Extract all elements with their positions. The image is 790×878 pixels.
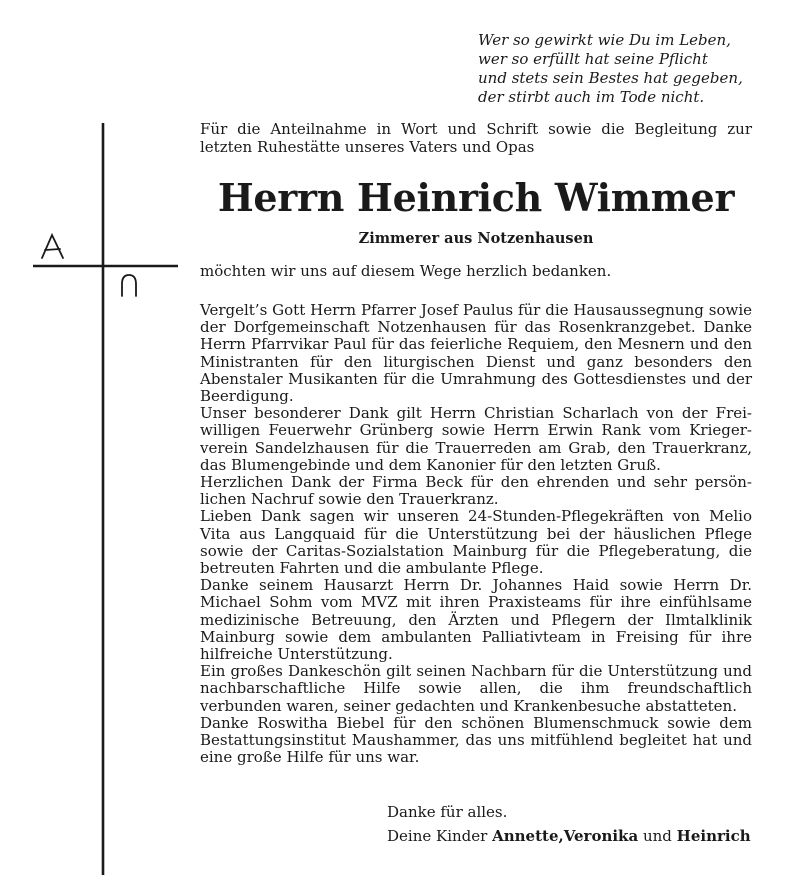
poem-line: der stirbt auch im Tode nicht.: [478, 88, 705, 106]
child-name: Veronika: [563, 827, 639, 845]
child-name: Heinrich: [676, 827, 751, 845]
alpha-glyph: [42, 235, 63, 258]
signature-prefix: Deine Kinder: [387, 827, 488, 845]
memorial-poem: [478, 31, 778, 107]
acknowledgement-paragraph: Lieben Dank sagen wir unseren 24-Stunden-Pflegekräften von Melio Vita aus Langquaid für die Unterstützung bei der häuslichen Pflege sowie der Caritas-Sozialstation Mainburg für die Pflegeberatung, die betreuten Fahrten und die ambulante Pflege.: [200, 507, 752, 578]
closing-line: Danke für alles.: [387, 803, 508, 821]
acknowledgement-paragraph: Vergelt’s Gott Herrn Pfarrer Josef Paulus für die Hausaussegnung sowie der Dorfgemeinschaft Notzenhausen für das Rosenkranzgebet. Danke Herrn Pfarrvikar Paul für das feierliche Requiem, den Mesnern und den Ministranten für den liturgischen Dienst und ganz besonders den Abenstaler Musikanten für die Umrahmung des Gottesdienstes und der Beerdigung.: [200, 301, 752, 406]
child-name: Annette,: [492, 827, 564, 845]
cross-symbol: [28, 118, 183, 878]
thanks-line: möchten wir uns auf diesem Wege herzlich bedanken.: [200, 262, 612, 280]
intro-text: Für die Anteilnahme in Wort und Schrift sowie die Begleitung zur letzten Ruhestätte unseres Vaters und Opas: [200, 120, 752, 156]
acknowledgement-paragraph: Danke seinem Hausarzt Herrn Dr. Johannes Haid sowie Herrn Dr. Michael Sohm vom MVZ mit ihren Praxisteams für ihre einfühlsame medizinische Betreuung, den Ärzten und Pflegern der Ilmtalklinik Mainburg sowie dem ambulanten Palliativteam in Freising für ihre hilfreiche Unterstützung.: [200, 576, 752, 664]
poem-line: wer so erfüllt hat seine Pflicht: [478, 50, 708, 68]
deceased-subtitle: Zimmerer aus Notzenhausen: [358, 230, 594, 247]
poem-line: Wer so gewirkt wie Du im Leben,: [478, 31, 731, 49]
acknowledgement-paragraph: Herzlichen Dank der Firma Beck für den ehrenden und sehr persönlichen Nachruf sowie den Trauerkranz.: [200, 473, 752, 509]
acknowledgements: [200, 302, 752, 766]
poem-line: und stets sein Bestes hat gegeben,: [478, 69, 743, 87]
acknowledgement-paragraph: Danke Roswitha Biebel für den schönen Blumenschmuck sowie dem Bestattungsinstitut Maushammer, das uns mitfühlend begleitet hat und eine große Hilfe für uns war.: [200, 713, 752, 767]
signature-conjunction: und: [642, 827, 672, 845]
signature-line: [387, 824, 757, 848]
acknowledgement-paragraph: Unser besonderer Dank gilt Herrn Christian Scharlach von der Freiwilligen Feuerwehr Grünberg sowie Herrn Erwin Rank vom Kriegerverein Sandelzhausen für die Trauerreden am Grab, den Trauerkranz, das Blumengebinde und dem Kanonier für den letzten Gruß.: [200, 404, 752, 474]
deceased-name: Herrn Heinrich Wimmer: [217, 175, 735, 220]
omega-glyph: [122, 275, 136, 296]
acknowledgement-paragraph: Ein großes Dankeschön gilt seinen Nachbarn für die Unterstützung und nachbarschaftliche Hilfe sowie allen, die ihm freundschaftlich verbunden waren, seiner gedachten und Krankenbesuche abstatteten.: [200, 662, 752, 715]
closing-signature: [387, 800, 757, 848]
